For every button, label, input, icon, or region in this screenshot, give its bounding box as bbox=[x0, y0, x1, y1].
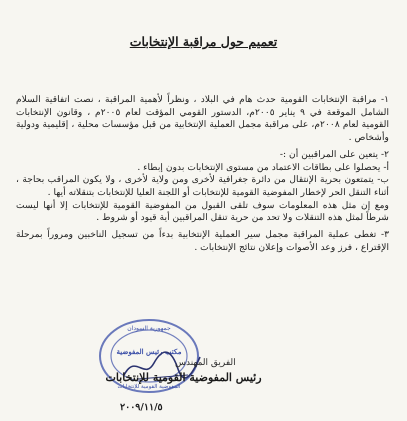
signatory-block bbox=[0, 371, 407, 384]
paragraph-2b: ب- يتمتعون بحرية الإنتقال من دائرة جغرافية لأخرى ومن ولاية لأخرى ، ولا يكون المراقب بحاجة ، أثناء التنقل الحر لإخطار المفوضية القومية للإنتخابات أو اللجنة العليا للإنتخابات بتنقلاته أيها . bbox=[16, 174, 389, 198]
paragraph-2: ٢- يتعين على المراقبين أن :- bbox=[279, 148, 389, 160]
stamp-line-3: المفوضية القومية للإنتخابات bbox=[117, 384, 181, 390]
stamp-line-1: جمهورية السودان bbox=[127, 325, 171, 332]
stamp-line-2: مكتب رئيس المفوضية bbox=[116, 347, 182, 356]
document-title-text: تعميم حول مراقبة الإنتخابات bbox=[129, 34, 278, 49]
document-title bbox=[0, 34, 407, 49]
paragraph-2c: ومع إن مثل هذه المعلومات سوف تلقى القبول من المفوضية القومية للإنتخابات إلا أنها ليست شرطاً لمثل هذه التنقلات ولا تحد من حرية تنقل المراقبين أية قيود أو شروط . bbox=[16, 199, 389, 224]
paragraph-2a: أ- يحصلوا على بطاقات الاعتماد من مستوى الإنتخابات بدون إبطاء . bbox=[137, 161, 389, 173]
paragraph-1: ١- مراقبة الإنتخابات القومية حدث هام في البلاد ، ونظراً لأهمية المراقبة ، نصت اتفاقية السلام الشامل الموقعة في ٩ يناير ٢٠٠٥م، الدستور القومي المؤقت لعام ٢٠٠٥م ، وقانون الإنتخابات القومية لعام ٢٠٠٨م، على مراقبة مجمل العملية الإنتخابية من قبل مؤسسات محلية ، إقليمية ودولية وأشخاص . bbox=[16, 94, 389, 144]
document-date: ٢٠٠٩/١١/٥ bbox=[120, 402, 163, 413]
signatory-org: رئيس المفوضية القومية للإنتخابات bbox=[105, 371, 262, 384]
document-body bbox=[16, 94, 389, 254]
paragraph-3: ٣- تغطى عملية المراقبة مجمل سير العملية الإنتخابية بدءاً من تسجيل الناخبين ومروراً بمرحلة الإقتراع ، فرز وعد الأصوات وإعلان نتائج الإنتخابات . bbox=[16, 229, 389, 253]
signatory-rank: الفريق المهندس bbox=[175, 358, 236, 368]
